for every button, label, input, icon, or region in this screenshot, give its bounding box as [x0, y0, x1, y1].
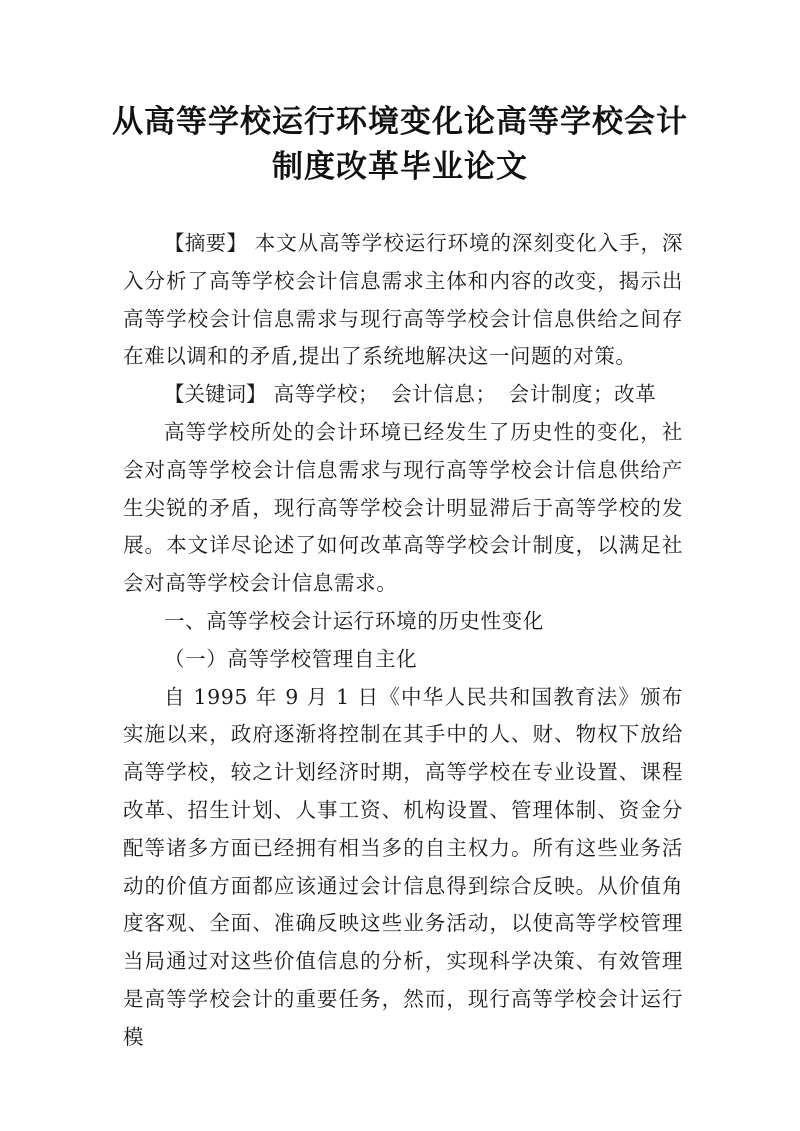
abstract-text: 本文从高等学校运行环境的深刻变化入手，深入分析了高等学校会计信息需求主体和内容的改变，揭示出高等学校会计信息需求与现行高等学校会计信息供给之间存在难以调和的矛盾,提出了系统地解决这一问题的对策。	[123, 231, 683, 369]
document-body	[123, 225, 683, 1057]
body-paragraph: 自 1995 年 9 月 1 日《中华人民共和国教育法》颁布实施以来，政府逐渐将控制在其手中的人、财、物权下放给高等学校，较之计划经济时期，高等学校在专业设置、课程改革、招生计划、人事工资、机构设置、管理体制、资金分配等诸多方面已经拥有相当多的自主权力。所有这些业务活动的价值方面都应该通过会计信息得到综合反映。从价值角度客观、全面、准确反映这些业务活动，以使高等学校管理当局通过对这些价值信息的分析，实现科学决策、有效管理是高等学校会计的重要任务，然而，现行高等学校会计运行模	[123, 684, 683, 1049]
document-title-line-1: 从高等学校运行环境变化论高等学校会计	[112, 104, 688, 140]
abstract-paragraph	[123, 225, 683, 376]
section-heading: 一、高等学校会计运行环境的历史性变化	[164, 608, 544, 633]
subsection-heading: （一）高等学校管理自主化	[164, 646, 418, 671]
document-title-line-2: 制度改革毕业论文	[272, 149, 528, 185]
keyword-item: 会计制度；改革	[508, 382, 657, 407]
keywords-label: 【关键词】	[164, 382, 267, 407]
keyword-item: 高等学校；	[273, 382, 380, 407]
intro-paragraph: 高等学校所处的会计环境已经发生了历史性的变化，社会对高等学校会计信息需求与现行高等学校会计信息供给产生尖锐的矛盾，现行高等学校会计明显滞后于高等学校的发展。本文详尽论述了如何改革高等学校会计制度，以满足社会对高等学校会计信息需求。	[123, 419, 683, 596]
keyword-item: 会计信息；	[391, 382, 497, 407]
abstract-label: 【摘要】	[164, 231, 248, 255]
keywords-paragraph	[123, 376, 683, 414]
